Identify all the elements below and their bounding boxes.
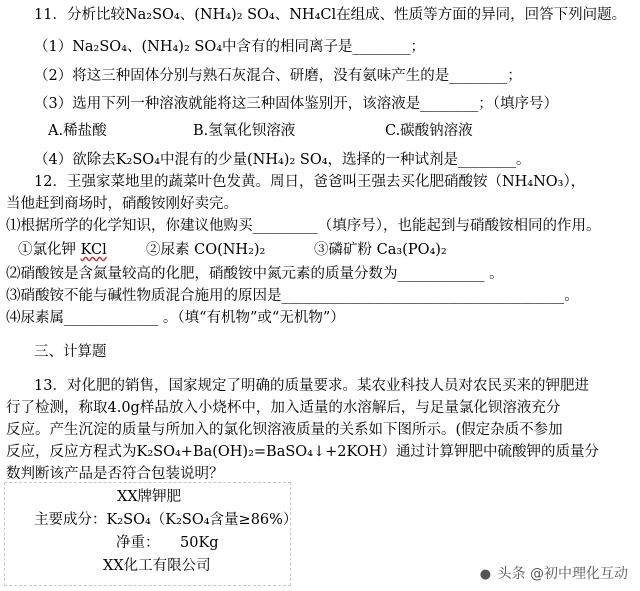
q12-option-2: ②尿素 CO(NH₂)₂ — [146, 242, 266, 258]
q12-option-1 — [18, 240, 107, 260]
watermark-text: 头条 @初中理化互动 — [497, 566, 628, 582]
q13-line-4: 反应，反应方程式为K₂SO₄+Ba(OH)₂=BaSO₄↓+2KOH）通过计算钾肥中硫酸钾的质量分 — [6, 444, 599, 460]
q12-intro-line-1: 12．王强家菜地里的蔬菜叶色发黄。周日，爸爸叫王强去买化肥硝酸铵（NH₄NO₃）， — [34, 174, 586, 190]
q11-part-4: （4）欲除去K₂SO₄中混有的少量(NH₄)₂ SO₄，选择的一种试剂是________。 — [34, 152, 531, 168]
q11-part-1: （1）Na₂SO₄、(NH₄)₂ SO₄中含有的相同离子是________； — [34, 39, 426, 55]
fertilizer-net-weight-label: 净重： — [116, 535, 160, 551]
q13-line-3: 反应。产生沉淀的质量与所加入的氯化钡溶液质量的关系如下图所示。(假定杂质不参加 — [6, 422, 563, 438]
watermark — [480, 563, 628, 583]
q11-option-b: B.氢氧化钡溶液 — [193, 123, 296, 139]
q11-option-c: C.碳酸钠溶液 — [385, 123, 473, 139]
fertilizer-net-weight-value: 50Kg — [180, 535, 219, 551]
toutiao-logo-icon: ● — [479, 567, 492, 582]
q11-part-3: （3）选用下列一种溶液就能将这三种固体鉴别开，该溶液是________；（填序号） — [34, 96, 558, 112]
q13-line-1: 13．对化肥的销售，国家规定了明确的质量要求。某农业科技人员对农民买来的钾肥进 — [34, 378, 589, 394]
q11-title: 11．分析比较Na₂SO₄、(NH₄)₂ SO₄、NH₄Cl在组成、性质等方面的异同，回答下列问题。 — [34, 7, 627, 23]
fertilizer-ingredient: 主要成分：K₂SO₄（K₂SO₄含量≥86%） — [34, 512, 298, 528]
section-3-heading: 三、计算题 — [34, 344, 107, 360]
q12-part-3: ⑶硝酸铵不能与碱性物质混合施用的原因是_______________________________________。 — [6, 288, 579, 304]
q11-option-a: A.稀盐酸 — [48, 123, 107, 139]
q12-part-2: ⑵硝酸铵是含氮量较高的化肥，硝酸铵中氮元素的质量分数为____________ 。 — [6, 266, 504, 282]
q12-option-1-formula: KCl — [80, 242, 107, 258]
fertilizer-brand: XX牌钾肥 — [117, 489, 182, 505]
q12-option-3: ③磷矿粉 Ca₃(PO₄)₂ — [314, 242, 447, 258]
q13-line-2: 行了检测，称取4.0g样品放入小烧杯中，加入适量的水溶解后，与足量氯化钡溶液充分 — [6, 400, 561, 416]
q12-part-4: ⑷尿素属_____________ 。（填“有机物”或“无机物”） — [6, 310, 345, 326]
q11-part-2: （2）将这三种固体分别与熟石灰混合、研磨，没有氨味产生的是________； — [34, 68, 522, 84]
q12-intro-line-2: 当他赶到商场时，硝酸铵刚好卖完。 — [6, 196, 238, 212]
q13-line-5: 数判断该产品是否符合包装说明？ — [6, 466, 224, 482]
q12-part-1: ⑴根据所学的化学知识，你建议他购买_________（填序号），也能起到与硝酸铵相同的作用。 — [6, 218, 601, 234]
q12-option-1-label: ①氯化钾 — [18, 242, 76, 258]
fertilizer-company: XX化工有限公司 — [103, 558, 211, 574]
